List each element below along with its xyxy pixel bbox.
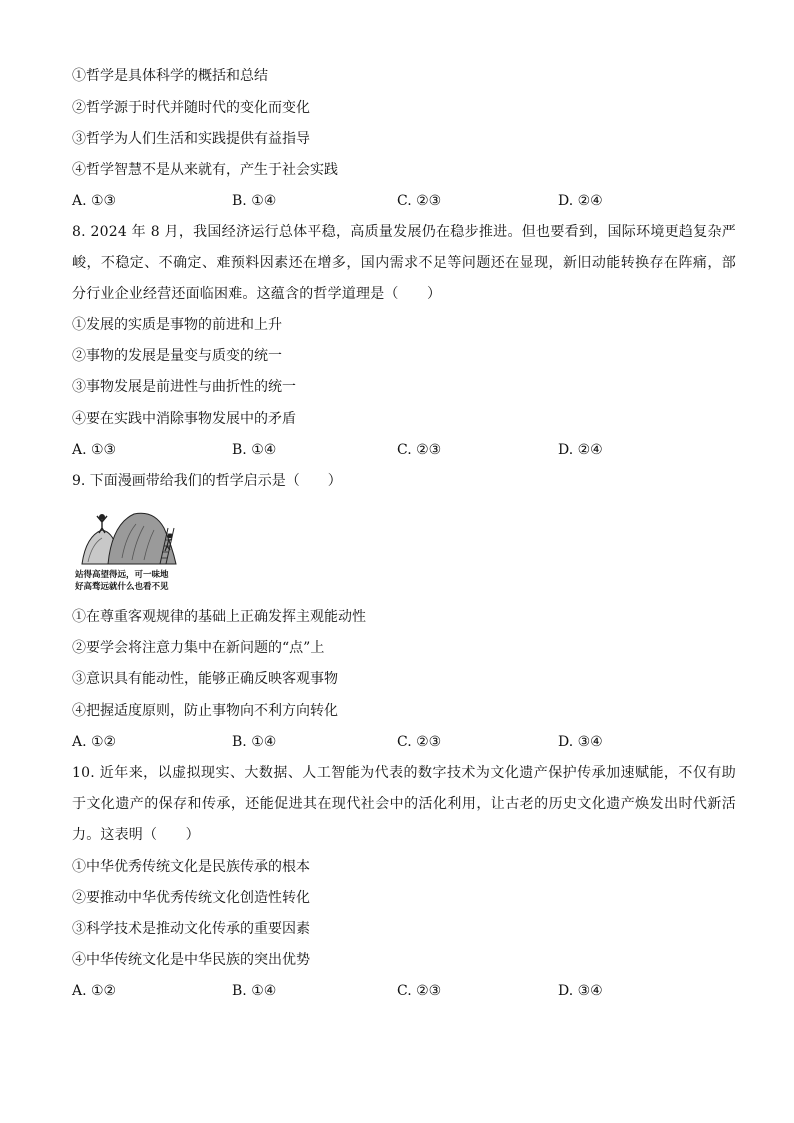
q10-item-1: ①中华优秀传统文化是民族传承的根本 — [72, 859, 310, 875]
q10-item-3: ③科学技术是推动文化传承的重要因素 — [72, 921, 310, 937]
q9-option-d[interactable]: D. ③④ — [558, 734, 603, 750]
q9-item-1: ①在尊重客观规律的基础上正确发挥主观能动性 — [72, 609, 366, 625]
q10-option-b[interactable]: B. ①④ — [232, 983, 277, 999]
q10-stem: 10. 近年来，以虚拟现实、大数据、人工智能为代表的数字技术为文化遗产保护传承加速赋能，不仅有助于文化遗产的保存和传承，还能促进其在现代社会中的活化利用，让古老的历史文化遗产焕发出时代新活力。这表明（ ） — [72, 765, 736, 843]
q9-stem: 9. 下面漫画带给我们的哲学启示是（ ） — [72, 473, 342, 489]
q8-stem: 8. 2024 年 8 月，我国经济运行总体平稳，高质量发展仍在稳步推进。但也要看到，国际环境更趋复杂严峻，不稳定、不确定、难预料因素还在增多，国内需求不足等问题还在显现，新旧动能转换存在阵痛，部分行业企业经营还面临困难。这蕴含的哲学道理是（ ） — [72, 224, 736, 302]
q10-option-d[interactable]: D. ③④ — [558, 983, 603, 999]
q9-item-2: ②要学会将注意力集中在新问题的“点”上 — [72, 640, 325, 656]
q7-item-2: ②哲学源于时代并随时代的变化而变化 — [72, 100, 310, 116]
q8-option-a[interactable]: A. ①③ — [72, 442, 117, 458]
q8-item-4: ④要在实践中消除事物发展中的矛盾 — [72, 411, 296, 427]
q8-option-d[interactable]: D. ②④ — [558, 442, 603, 458]
q10-options — [72, 981, 736, 1001]
q7-option-a[interactable]: A. ①③ — [72, 193, 117, 209]
q9-item-4: ④把握适度原则，防止事物向不利方向转化 — [72, 703, 338, 719]
q7-option-b[interactable]: B. ①④ — [232, 193, 277, 209]
q9-option-b[interactable]: B. ①④ — [232, 734, 277, 750]
q7-options — [72, 191, 736, 211]
q7-option-c[interactable]: C. ②③ — [397, 193, 442, 209]
q10-option-c[interactable]: C. ②③ — [397, 983, 442, 999]
q9-option-a[interactable]: A. ①② — [72, 734, 117, 750]
q8-item-2: ②事物的发展是量变与质变的统一 — [72, 348, 282, 364]
q7-item-3: ③哲学为人们生活和实践提供有益指导 — [72, 131, 310, 147]
q9-option-c[interactable]: C. ②③ — [397, 734, 442, 750]
q10-item-4: ④中华传统文化是中华民族的突出优势 — [72, 952, 310, 968]
q7-option-d[interactable]: D. ②④ — [558, 193, 603, 209]
q8-option-c[interactable]: C. ②③ — [397, 442, 442, 458]
q8-item-3: ③事物发展是前进性与曲折性的统一 — [72, 379, 296, 395]
q9-options — [72, 732, 736, 752]
q8-item-1: ①发展的实质是事物的前进和上升 — [72, 317, 282, 333]
q9-item-3: ③意识具有能动性，能够正确反映客观事物 — [72, 671, 338, 687]
q10-option-a[interactable]: A. ①② — [72, 983, 117, 999]
comic-caption-line-1: 站得高望得远，可一味地 — [75, 570, 169, 580]
q7-item-4: ④哲学智慧不是从来就有，产生于社会实践 — [72, 162, 338, 178]
comic-caption-line-2: 好高骛远就什么也看不见 — [75, 582, 169, 592]
q10-item-2: ②要推动中华优秀传统文化创造性转化 — [72, 890, 310, 906]
q8-option-b[interactable]: B. ①④ — [232, 442, 277, 458]
q7-item-1: ①哲学是具体科学的概括和总结 — [72, 68, 268, 84]
q8-options — [72, 440, 736, 460]
